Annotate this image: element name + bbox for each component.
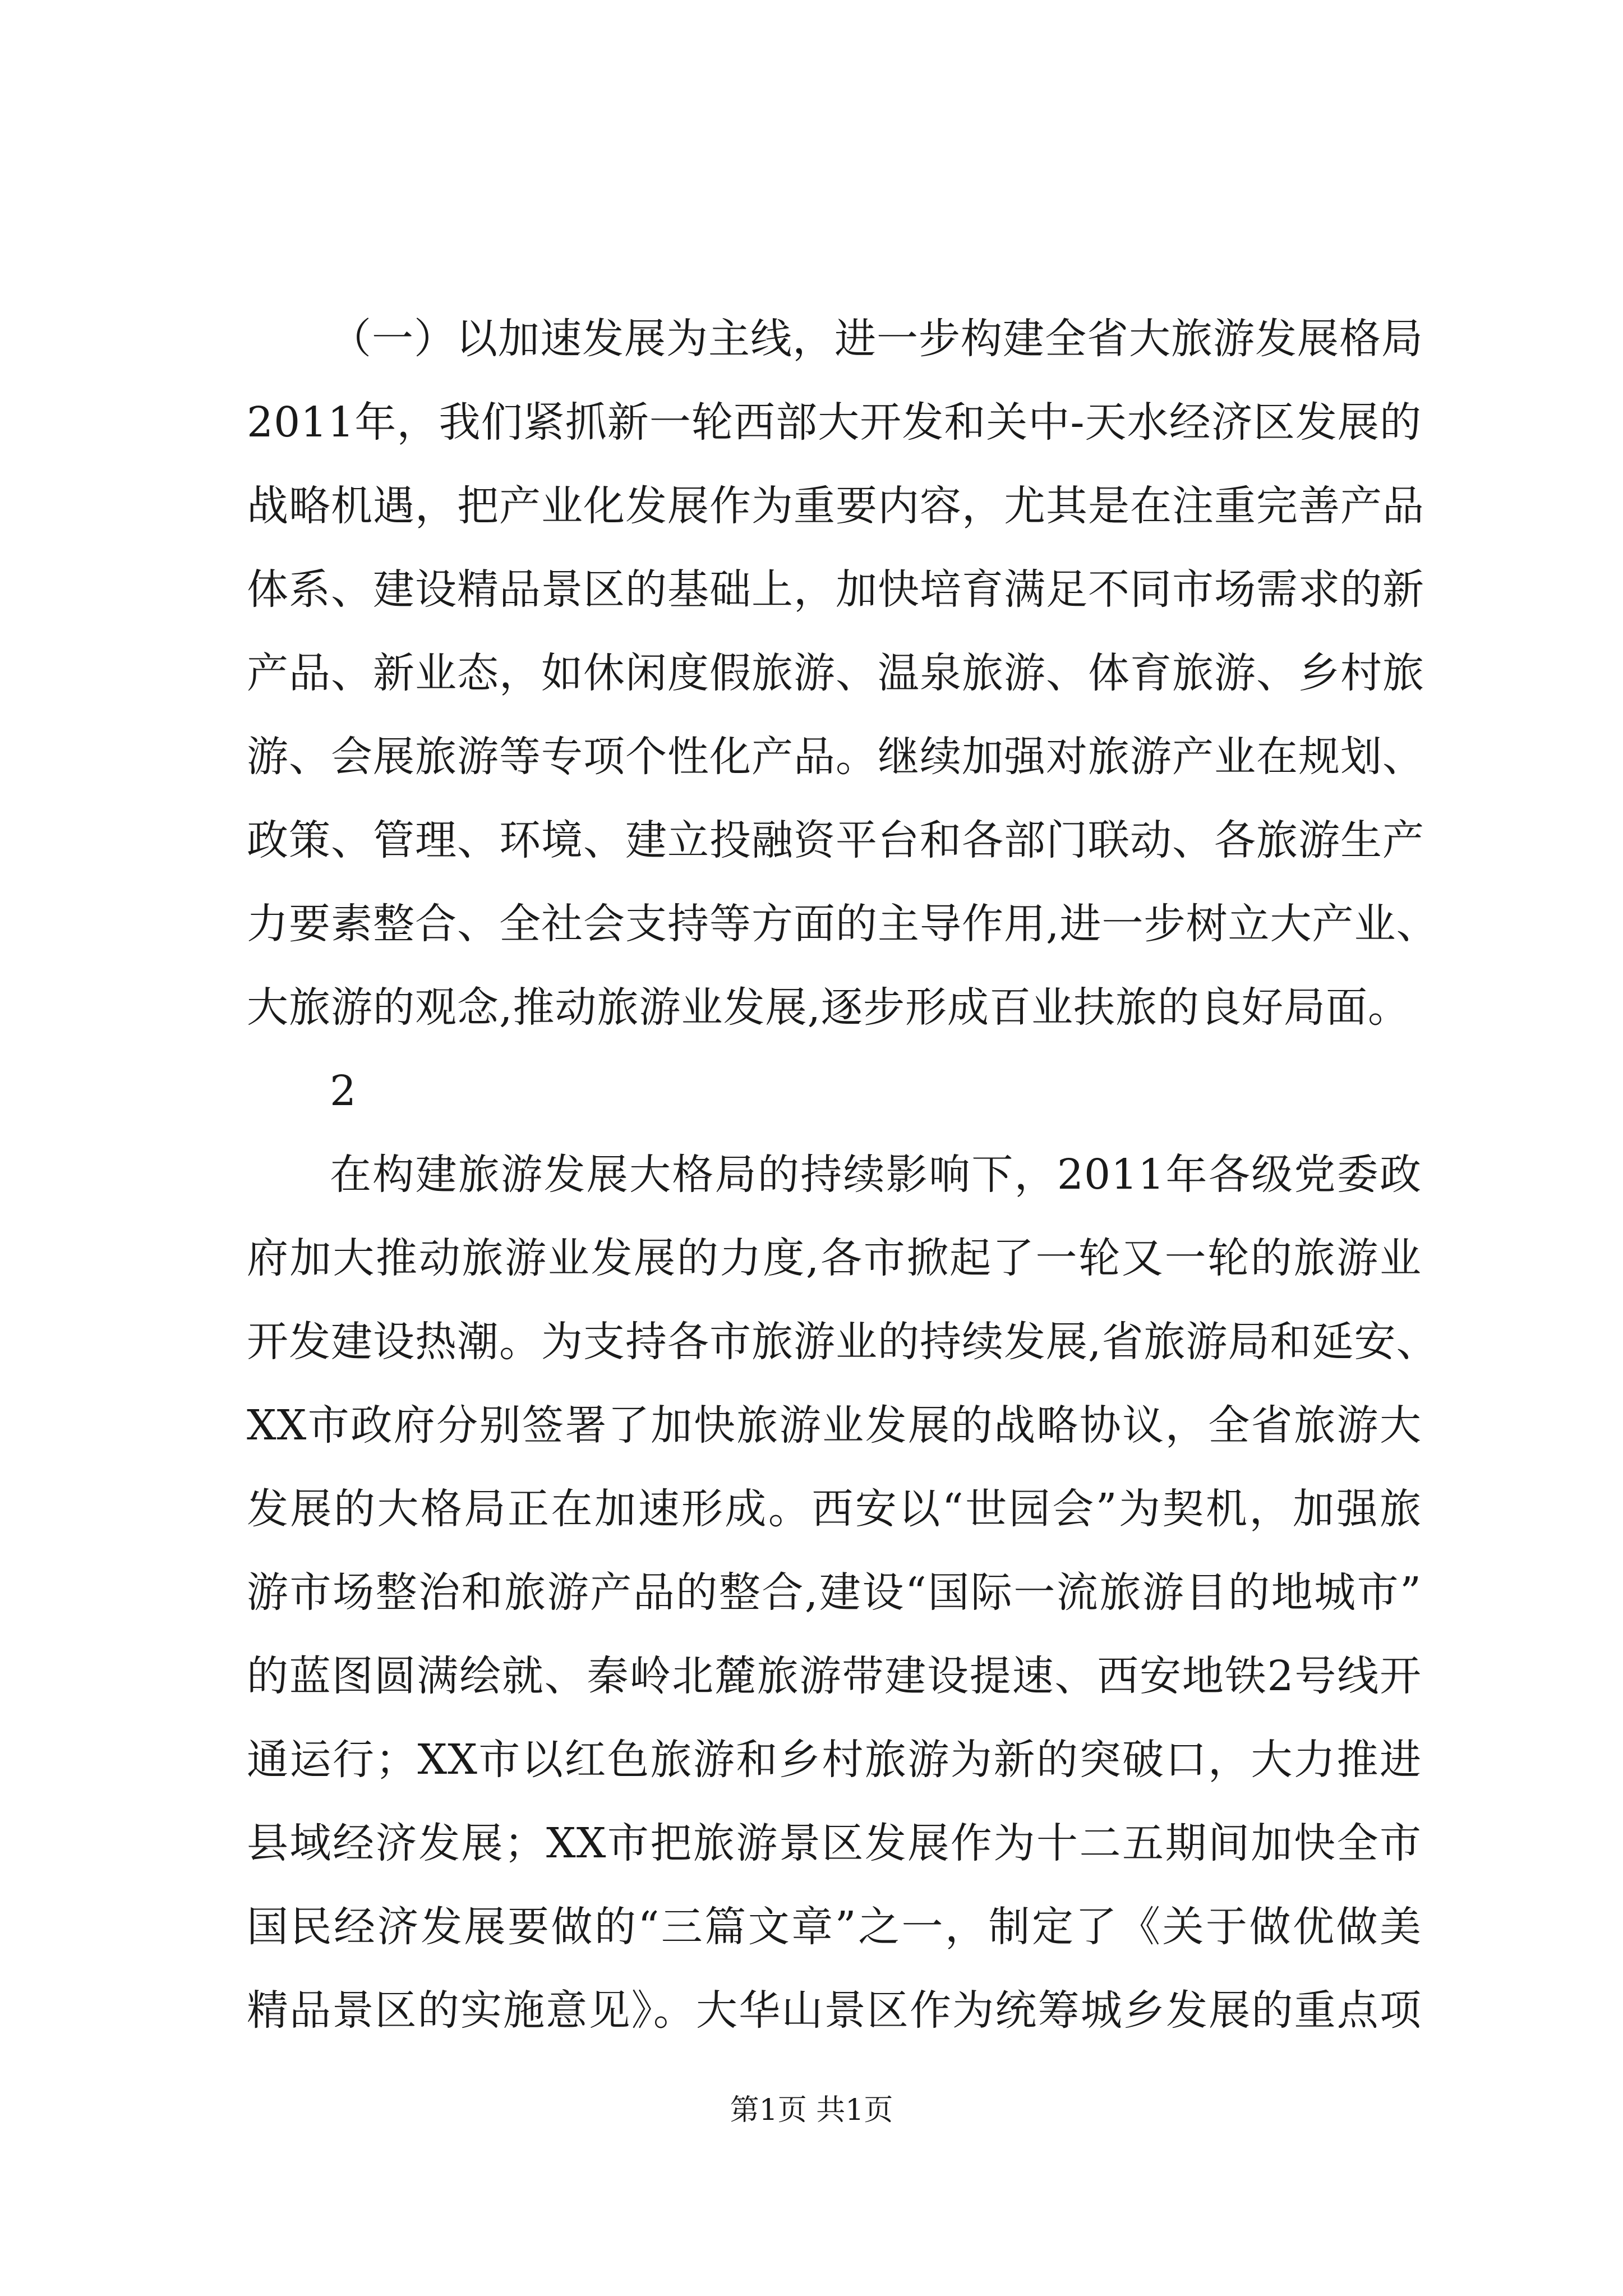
page-footer [0,2093,1623,2127]
paragraph-line: 府加大推动旅游业发展的力度,各市掀起了一轮又一轮的旅游业 [247,1234,1422,1282]
paragraph-line: 县域经济发展；XX市把旅游景区发展作为十二五期间加快全市 [247,1819,1422,1867]
paragraph-line: 体系、建设精品景区的基础上，加快培育满足不同市场需求的新 [247,565,1424,614]
paragraph-line: 2011年，我们紧抓新一轮西部大开发和关中-天水经济区发展的 [247,398,1422,447]
paragraph-line: 精品景区的实施意见》。大华山景区作为统筹城乡发展的重点项 [247,1986,1422,2035]
paragraph-line: 通运行；XX市以红色旅游和乡村旅游为新的突破口，大力推进 [247,1736,1422,1784]
paragraph-line: （一）以加速发展为主线，进一步构建全省大旅游发展格局 [330,315,1423,363]
paragraph-line: 战略机遇，把产业化发展作为重要内容，尤其是在注重完善产品 [247,482,1424,530]
paragraph-line: 力要素整合、全社会支持等方面的主导作用,进一步树立大产业、 [247,900,1438,948]
page-number-label: 第1页 共1页 [730,2093,893,2127]
paragraph-line: 的蓝图圆满绘就、秦岭北麓旅游带建设提速、西安地铁2号线开 [247,1652,1422,1700]
paragraph-line: 开发建设热潮。为支持各市旅游业的持续发展,省旅游局和延安、 [247,1318,1438,1366]
paragraph-line: XX市政府分别签署了加快旅游业发展的战略协议，全省旅游大 [247,1401,1422,1450]
paragraph-line: 大旅游的观念,推动旅游业发展,逐步形成百业扶旅的良好局面。 [247,983,1410,1032]
paragraph-line: 国民经济发展要做的“三篇文章”之一，制定了《关于做优做美 [247,1903,1422,1951]
section-number: 2 [330,1067,357,1115]
paragraph-line: 游、会展旅游等专项个性化产品。继续加强对旅游产业在规划、 [247,733,1424,781]
paragraph-line: 在构建旅游发展大格局的持续影响下，2011年各级党委政 [330,1151,1422,1199]
document-body [247,297,1438,2053]
paragraph-line: 产品、新业态，如休闲度假旅游、温泉旅游、体育旅游、乡村旅 [247,649,1424,697]
paragraph-line: 政策、管理、环境、建立投融资平台和各部门联动、各旅游生产 [247,816,1424,864]
paragraph-line: 发展的大格局正在加速形成。西安以“世园会”为契机，加强旅 [247,1485,1422,1533]
paragraph-line: 游市场整治和旅游产品的整合,建设“国际一流旅游目的地城市” [247,1568,1422,1617]
